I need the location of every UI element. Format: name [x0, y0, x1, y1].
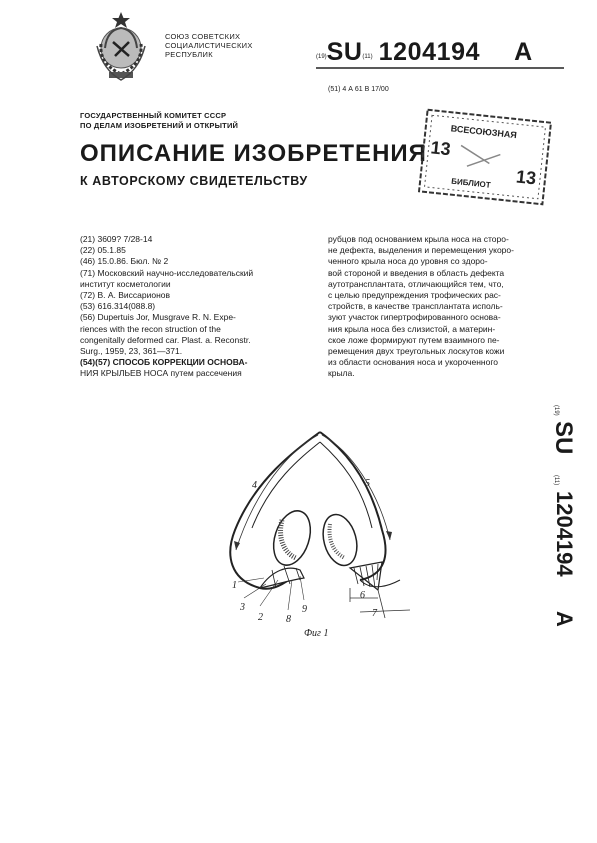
- biblio-line: (56) Dupertuis Jor, Musgrave R. N. Expe-: [80, 312, 236, 323]
- biblio-line: (46) 15.0.86. Бюл. № 2: [80, 256, 169, 267]
- sidebar-code-11: (11): [553, 475, 559, 486]
- ipc-classification: (51) 4 А 61 В 17/00: [328, 86, 389, 93]
- biblio-line: (22) 05.1.85: [80, 245, 126, 256]
- figure-label: 8: [286, 614, 291, 625]
- code-11: (11): [362, 54, 373, 60]
- figure-label: 2: [258, 612, 263, 623]
- abstract-line: ремещения двух треугольных лоскутов кожи: [328, 346, 505, 357]
- abstract-line: ния крыла носа без слизистой, а материн-: [328, 323, 496, 334]
- kind-code: A: [514, 38, 533, 66]
- sidebar-patent-number: 1204194: [552, 491, 577, 577]
- figure-label: 4: [252, 480, 257, 491]
- abstract-line: из области основания носа и укороченного: [328, 357, 498, 368]
- figure-label: 9: [302, 604, 307, 615]
- abstract-line: аутотрансплантата, отличающийся тем, что,: [328, 278, 504, 289]
- abstract-line: вой стороной и введения в область дефекта: [328, 267, 505, 278]
- abstract-line: рубцов под основанием крыла носа на сторо-: [328, 234, 509, 244]
- figure-caption: Фиг 1: [304, 628, 329, 639]
- figure-label: 1: [232, 580, 237, 591]
- abstract-line: ченного крыла носа до уровня со здоро-: [328, 256, 488, 267]
- figure-label: 3: [240, 602, 245, 613]
- sidebar-kind-code: A: [552, 611, 577, 627]
- publication-number: [316, 38, 532, 67]
- stamp-line: БИБЛИОТ: [450, 176, 492, 190]
- biblio-line: congenitally deformed car. Plast. a. Reconstr.: [80, 334, 251, 345]
- committee-line: ГОСУДАРСТВЕННЫЙ КОМИТЕТ СССР: [80, 111, 227, 120]
- sidebar-code-19: (19): [553, 405, 559, 416]
- stamp-left-number: 13: [429, 137, 452, 160]
- page-subtitle: К АВТОРСКОМУ СВИДЕТЕЛЬСТВУ: [80, 174, 308, 188]
- biblio-line: (72) В. А. Виссарионов: [80, 290, 171, 301]
- state-name-line: РЕСПУБЛИК: [165, 50, 213, 59]
- state-name-line: СОЮЗ СОВЕТСКИХ: [165, 32, 241, 41]
- abstract-line: ское ложе формируют путем взаимного пе-: [328, 334, 500, 345]
- stamp-right-number: 13: [515, 166, 538, 189]
- biblio-line: (53) 616.314(088.8): [80, 301, 156, 312]
- biblio-line: институт косметологии: [80, 278, 171, 289]
- abstract-text: [328, 234, 550, 380]
- patent-number: 1204194: [378, 38, 481, 66]
- abstract-line: стройств, в качестве трансплантата исполь-: [328, 301, 503, 312]
- state-name-line: СОЦИАЛИСТИЧЕСКИХ: [165, 41, 253, 50]
- figure-label: 7: [372, 608, 377, 619]
- committee-line: ПО ДЕЛАМ ИЗОБРЕТЕНИЙ И ОТКРЫТИЙ: [80, 121, 239, 130]
- biblio-line: riences with the recon struction of the: [80, 323, 221, 334]
- bibliographic-data: [80, 234, 326, 380]
- sidebar-country-code: SU: [550, 421, 577, 455]
- figure-label: 6: [360, 590, 365, 601]
- figure-1-drawing: [200, 420, 440, 650]
- committee-name: [80, 111, 238, 131]
- figure-label: 5: [365, 478, 370, 489]
- page-title: ОПИСАНИЕ ИЗОБРЕТЕНИЯ: [80, 140, 427, 167]
- sidebar-publication-number: [543, 405, 583, 645]
- code-19: (19): [316, 54, 327, 60]
- abstract-line: зуют участок гипертрофированного основа-: [328, 312, 501, 323]
- country-code: SU: [326, 38, 363, 66]
- abstract-line: с целью предупреждения трофических рас-: [328, 290, 501, 301]
- library-stamp: [416, 106, 554, 207]
- biblio-line: (54)(57) СПОСОБ КОРРЕКЦИИ ОСНОВА-: [80, 357, 248, 368]
- biblio-line: НИЯ КРЫЛЬЕВ НОСА путем рассечения: [80, 368, 242, 379]
- state-name: [165, 32, 253, 59]
- header-rule: [316, 66, 564, 70]
- abstract-line: не дефекта, выделения и перемещения укоро-: [328, 245, 514, 256]
- ussr-emblem-icon: [93, 10, 149, 82]
- biblio-line: Surg., 1959, 23, 361—371.: [80, 346, 183, 357]
- biblio-line: (71) Московский научно-исследовательский: [80, 267, 254, 278]
- abstract-line: крыла.: [328, 368, 355, 379]
- biblio-line: (21) 3609? 7/28-14: [80, 234, 153, 244]
- stamp-line: ВСЕСОЮЗНАЯ: [450, 123, 518, 141]
